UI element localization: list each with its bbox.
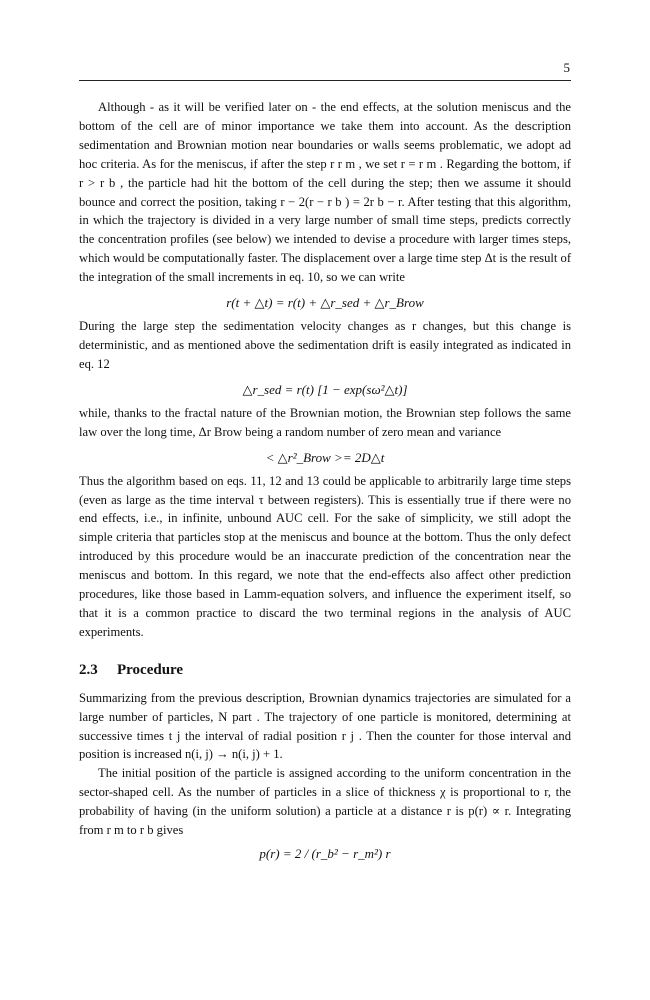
equation-sedimentation-drift: △r_sed = r(t) [1 − exp(sω²△t)]: [242, 381, 408, 397]
section-title: Procedure: [117, 661, 184, 678]
equation-probability: p(r) = 2 / (r_b² − r_m²) r: [259, 846, 391, 861]
equation-large-step: r(t + △t) = r(t) + △r_sed + △r_Brow: [226, 295, 424, 311]
section-heading: [79, 662, 571, 679]
paragraph-initial-position: The initial position of the particle is assigned according to the uniform concentration in the sector-shaped cell. As the number of particles in a slice of thickness χ is proportional to r, the probability of having (in the uniform solution) a particle at a distance r is p(r) ∝ r. Integrating from r m to r b gives: [79, 766, 571, 838]
paragraph-sedimentation-step: During the large step the sedimentation velocity changes as r changes, but this change is deterministic, and as mentioned above the sedimentation drift is easily integrated as indicated in eq. 12: [79, 319, 571, 371]
paragraph-summary: Summarizing from the previous description, Brownian dynamics trajectories are simulated for a large number of particles, N part . The trajectory of one particle is monitored, determining at successive times t j the interval of radial position r j . Then the counter for those interval and position is increased n(i, j) → n(i, j) + 1.: [79, 690, 571, 762]
page-number: 5: [563, 60, 570, 75]
page-body: [79, 98, 571, 862]
paragraph-algorithm: Thus the algorithm based on eqs. 11, 12 and 13 could be applicable to arbitrarily large time steps (even as large as the time interval τ between registers). This is essentially true if there were no end effects, i.e., in infinite, unbound AUC cell. For the sake of simplicity, we still adopt the simple criteria that particles stop at the meniscus and bounce at the bottom. Thus the only defect introduced by this procedure would be an inaccurate prediction of the concentration near the meniscus and bottom. In this regard, we note that the end-effects also affect other prediction procedures, like those based in Lamm-equation solvers, and influence the experiment itself, so that it is a common practice to discard the two terminal regions in the analysis of AUC experiments.: [79, 473, 571, 639]
paragraph-brownian-step: while, thanks to the fractal nature of the Brownian motion, the Brownian step follows the same law over the long time, Δr Brow being a random number of zero mean and variance: [79, 405, 571, 439]
paragraph-end-effects: Although - as it will be verified later on - the end effects, at the solution meniscus and the bottom of the cell are of minor importance we take them into account. As the description sedimentation and Brownian motion near boundaries or walls seems problematic, we adopt ad hoc criteria. As for the meniscus, if after the step r r m , we set r = r m . Regarding the bottom, if r > r b , the particle had hit the bottom of the cell during the step; then we assume it should bounce and correct the position, taking r − 2(r − r b ) = 2r b − r. After testing that this algorithm, in which the trajectory is divided in a very large number of small time steps, predicts correctly the concentration profiles (see below) we intended to devise a procedure with larger times steps, which would be computationally faster. The displacement over a large time step Δt is the result of the integration of the small increments in eq. 10, so we can write: [79, 100, 572, 285]
equation-variance: < △r²_Brow >= 2D△t: [265, 449, 385, 465]
section-number: 2.3: [79, 661, 98, 678]
header-rule: [79, 80, 571, 81]
